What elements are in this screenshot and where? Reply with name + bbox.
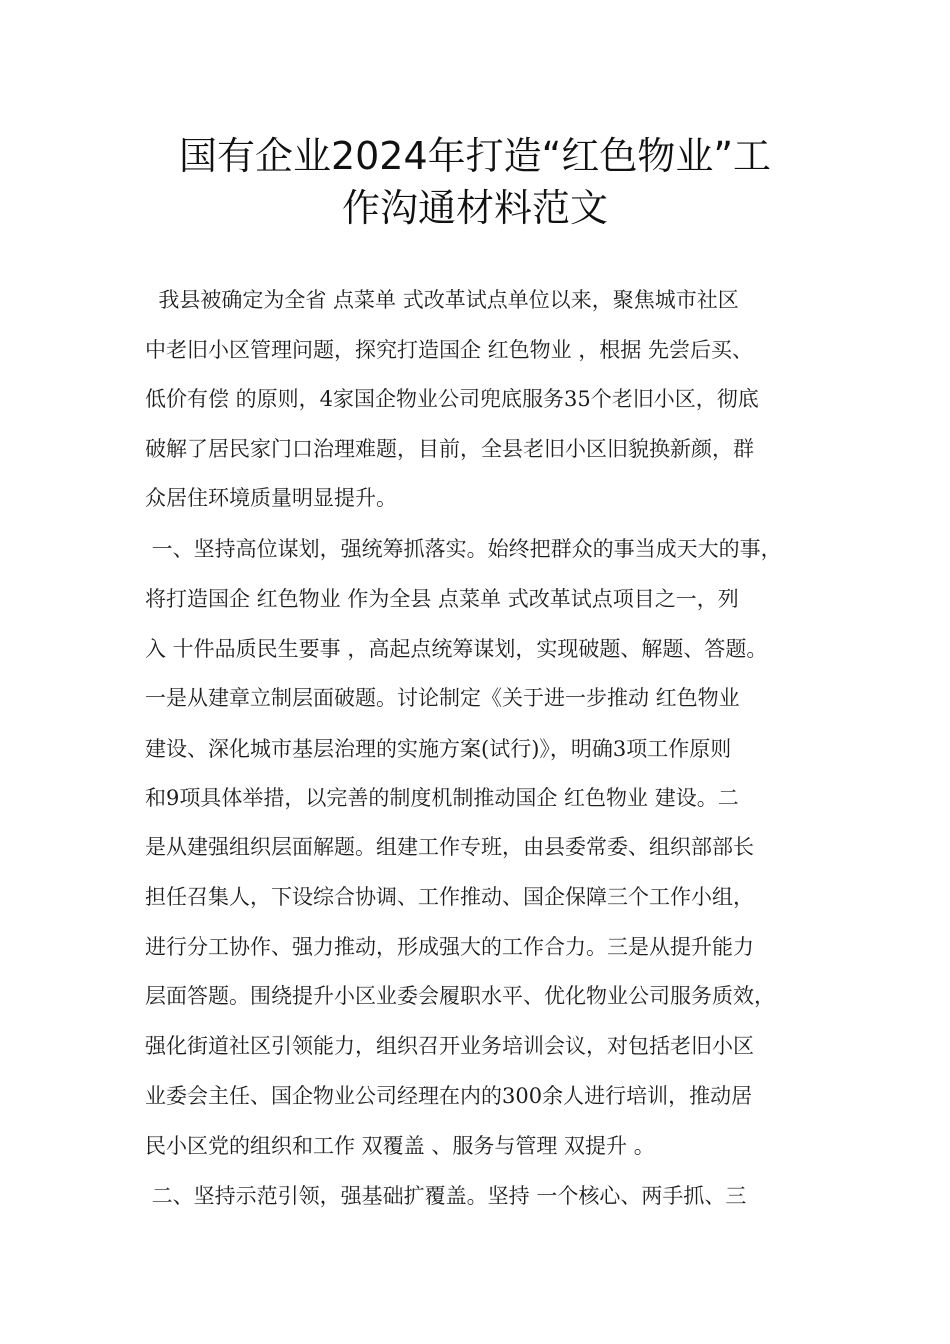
body-line: 层面答题。围绕提升小区业委会履职水平、优化物业公司服务质效， — [145, 984, 775, 1008]
body-line: 担任召集人，下设综合协调、工作推动、国企保障三个工作小组， — [145, 885, 754, 909]
body-line: 入 十件品质民生要事 ，高起点统筹谋划，实现破题、解题、答题。 — [145, 637, 768, 661]
body-line: 业委会主任、国企物业公司经理在内的300余人进行培训，推动居 — [145, 1084, 753, 1108]
body-line: 进行分工协作、强力推动，形成强大的工作合力。三是从提升能力 — [145, 935, 754, 959]
body-line: 二、坚持示范引领，强基础扩覆盖。坚持 一个核心、两手抓、三 — [145, 1184, 747, 1208]
body-line: 是从建强组织层面解题。组建工作专班，由县委常委、组织部部长 — [145, 835, 754, 859]
body-line: 民小区党的组织和工作 双覆盖 、服务与管理 双提升 。 — [145, 1134, 655, 1158]
body-line: 破解了居民家门口治理难题，目前，全县老旧小区旧貌换新颜，群 — [145, 437, 754, 461]
body-line: 低价有偿 的原则，4家国企物业公司兜底服务35个老旧小区，彻底 — [145, 387, 759, 411]
body-line: 一、坚持高位谋划，强统筹抓落实。始终把群众的事当成天大的事， — [145, 537, 782, 561]
body-line: 一是从建章立制层面破题。讨论制定《关于进一步推动 红色物业 — [145, 686, 740, 710]
body-line: 将打造国企 红色物业 作为全县 点菜单 式改革试点项目之一，列 — [145, 587, 739, 611]
body-line: 众居住环境质量明显提升。 — [145, 486, 397, 510]
body-line: 和9项具体举措，以完善的制度机制推动国企 红色物业 建设。二 — [145, 786, 739, 810]
document-title-line-1: 国有企业2024年打造“红色物业”工 — [178, 134, 772, 178]
body-line: 中老旧小区管理问题，探究打造国企 红色物业 ，根据 先尝后买、 — [145, 338, 754, 362]
body-line: 我县被确定为全省 点菜单 式改革试点单位以来，聚焦城市社区 — [145, 288, 739, 312]
document-title-line-2: 作沟通材料范文 — [341, 186, 608, 230]
body-line: 强化街道社区引领能力，组织召开业务培训会议，对包括老旧小区 — [145, 1034, 754, 1058]
body-line: 建设、深化城市基层治理的实施方案(试行)》，明确3项工作原则 — [145, 737, 732, 761]
